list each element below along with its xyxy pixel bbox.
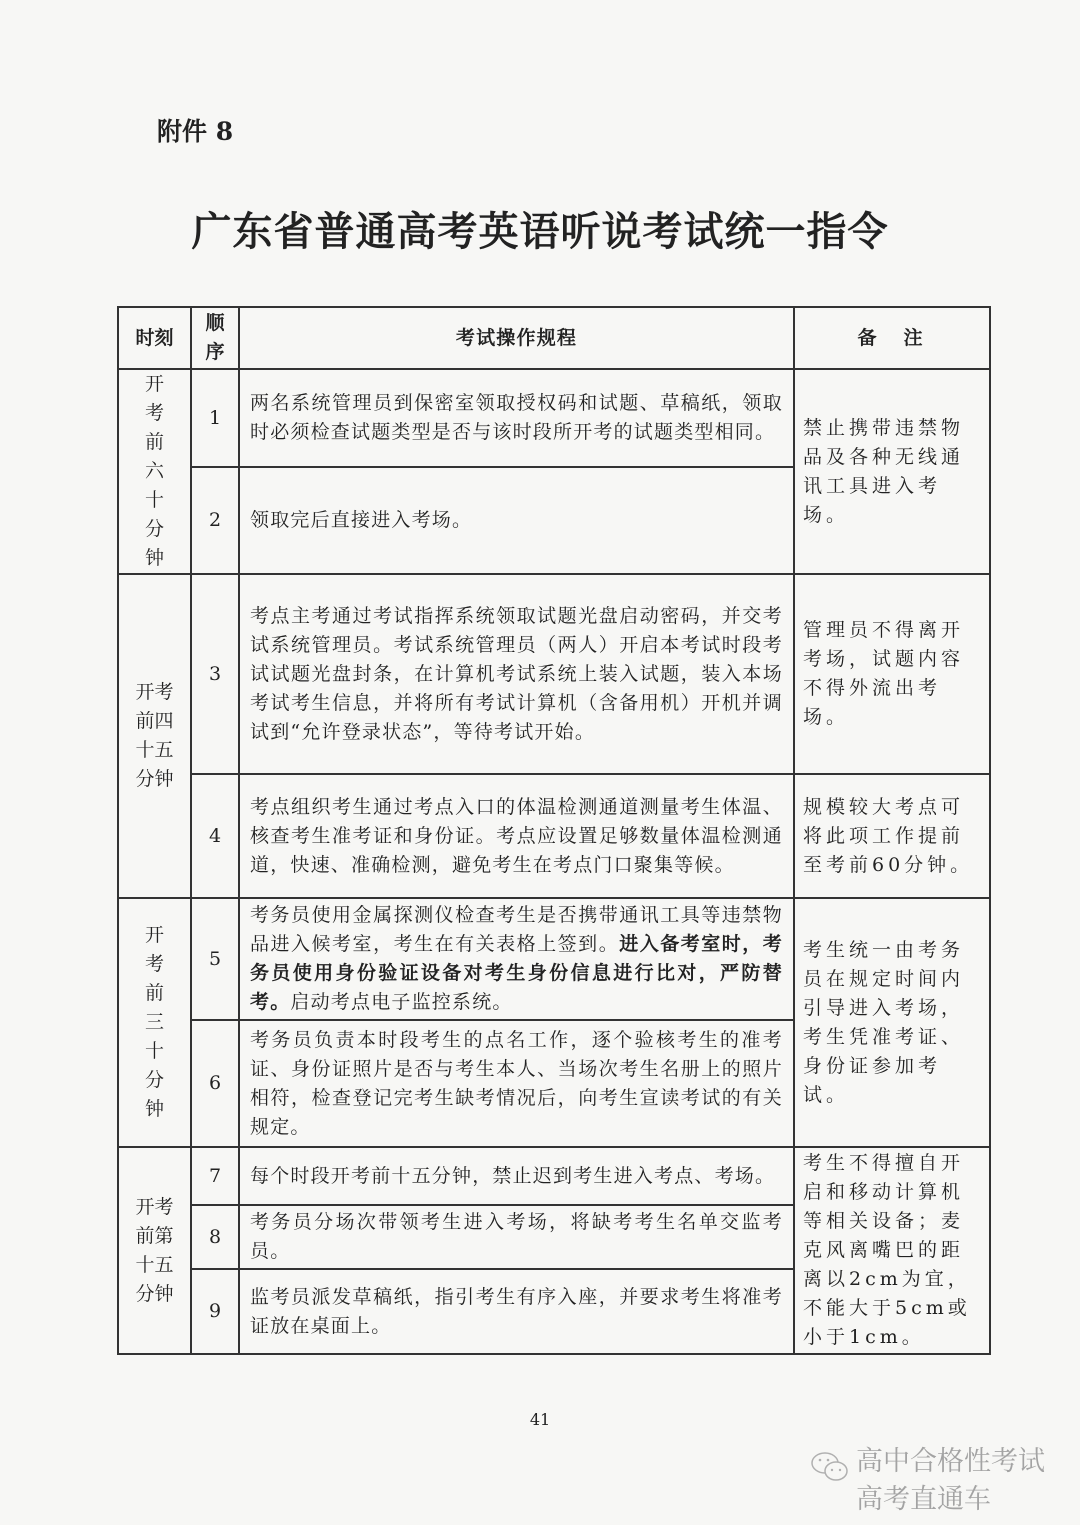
- procedure-text: 启动考点电子监控系统。: [290, 991, 513, 1013]
- header-note: 备 注: [794, 307, 990, 369]
- watermark: [810, 1446, 1070, 1522]
- procedure-cell: [239, 898, 794, 1020]
- procedure-cell: 监考员派发草稿纸，指引考生有序入座，并要求考生将准考证放在桌面上。: [239, 1269, 794, 1354]
- note-cell: 规模较大考点可将此项工作提前至考前60分钟。: [794, 774, 990, 898]
- watermark-text: 高考直通车: [856, 1484, 991, 1515]
- procedure-cell: 每个时段开考前十五分钟，禁止迟到考生进入考点、考场。: [239, 1147, 794, 1205]
- time-cell: 开考前四十五分钟: [118, 574, 191, 898]
- table-row: [118, 369, 990, 467]
- procedure-text-bold: 进入备考室时，考务员使用身份验证设备对考生身份信息进行比对，严防替考。: [250, 933, 783, 1013]
- note-cell: 禁止携带违禁物品及各种无线通讯工具进入考场。: [794, 369, 990, 574]
- procedure-cell: 考务员负责本时段考生的点名工作，逐个验核考生的准考证、身份证照片是否与考生本人、当场次考生名册上的照片相符，检查登记完考生缺考情况后，向考生宣读考试的有关规定。: [239, 1020, 794, 1147]
- note-cell: 考生统一由考务员在规定时间内引导进入考场，考生凭准考证、身份证参加考试。: [794, 898, 990, 1147]
- procedure-cell: 考务员分场次带领考生进入考场，将缺考考生名单交监考员。: [239, 1205, 794, 1269]
- page-number: 41: [529, 1410, 551, 1429]
- order-cell: 7: [191, 1147, 239, 1205]
- wechat-icon: [810, 1450, 850, 1484]
- time-cell: 开考前第十五分钟: [118, 1147, 191, 1354]
- note-cell: 管理员不得离开考场，试题内容不得外流出考场。: [794, 574, 990, 774]
- watermark-text: 高中合格性考试: [856, 1446, 1045, 1477]
- order-cell: 1: [191, 369, 239, 467]
- table-row: [118, 774, 990, 898]
- header-order: 顺序: [191, 307, 239, 369]
- procedure-text: 考务员使用金属探测仪检查考生是否携带通讯工具等违禁物品进入候考室，考生在有关表格上签到。: [250, 904, 783, 955]
- document-title: 广东省普通高考英语听说考试统一指令: [191, 208, 889, 255]
- procedure-cell: 考点组织考生通过考点入口的体温检测通道测量考生体温、核查考生准考证和身份证。考点应设置足够数量体温检测通道，快速、准确检测，避免考生在考点门口聚集等候。: [239, 774, 794, 898]
- order-cell: 2: [191, 467, 239, 574]
- order-cell: 6: [191, 1020, 239, 1147]
- order-cell: 9: [191, 1269, 239, 1354]
- time-cell: 开考前三十分钟: [118, 898, 191, 1147]
- table-row: [118, 574, 990, 774]
- order-cell: 4: [191, 774, 239, 898]
- table-row: [118, 898, 990, 1020]
- table-header-row: [118, 307, 990, 369]
- table-row: [118, 1147, 990, 1205]
- order-cell: 3: [191, 574, 239, 774]
- attachment-label: 附件 8: [157, 117, 234, 146]
- header-time: 时刻: [118, 307, 191, 369]
- exam-instructions-table: [117, 306, 991, 1355]
- time-cell: 开考前六十分钟: [118, 369, 191, 574]
- procedure-cell: 考点主考通过考试指挥系统领取试题光盘启动密码，并交考试系统管理员。考试系统管理员（两人）开启本考试时段考试试题光盘封条，在计算机考试系统上装入试题，装入本场考试考生信息，并将所有考试计算机（含备用机）开机并调试到“允许登录状态”，等待考试开始。: [239, 574, 794, 774]
- order-cell: 8: [191, 1205, 239, 1269]
- header-procedure: 考试操作规程: [239, 307, 794, 369]
- procedure-cell: 两名系统管理员到保密室领取授权码和试题、草稿纸，领取时必须检查试题类型是否与该时段所开考的试题类型相同。: [239, 369, 794, 467]
- procedure-cell: 领取完后直接进入考场。: [239, 467, 794, 574]
- note-cell: 考生不得擅自开启和移动计算机等相关设备；麦克风离嘴巴的距离以2cm为宜，不能大于5cm或小于1cm。: [794, 1147, 990, 1354]
- order-cell: 5: [191, 898, 239, 1020]
